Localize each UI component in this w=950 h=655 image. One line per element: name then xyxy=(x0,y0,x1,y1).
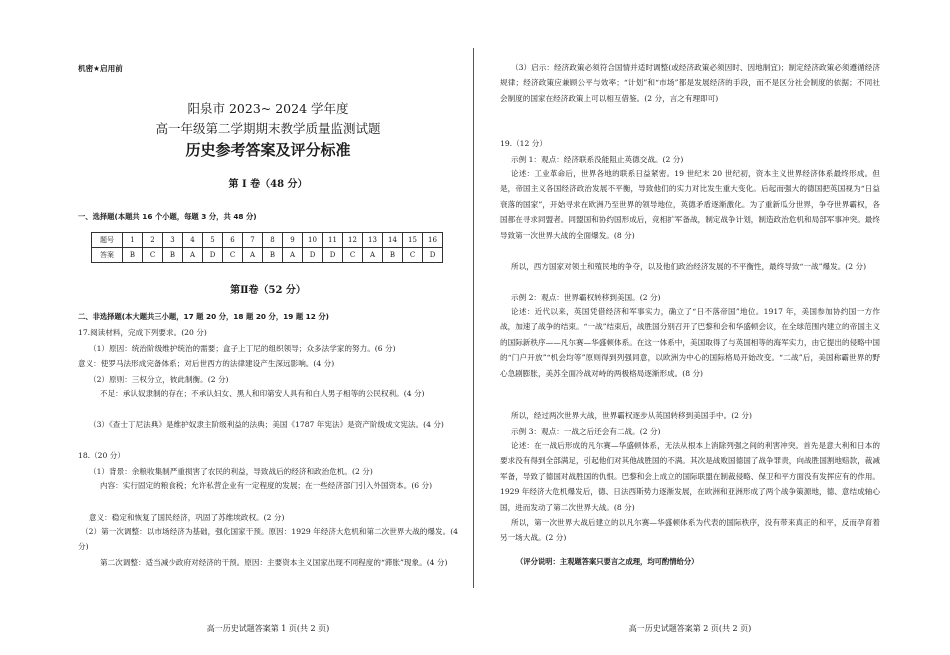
question-number-cell: 9 xyxy=(283,233,303,248)
answer-cell: C xyxy=(143,248,163,263)
question-number-cell: 5 xyxy=(203,233,223,248)
answer-table-number-row xyxy=(92,233,443,248)
answer-cell: C xyxy=(223,248,243,263)
section-2-heading: 二、非选择题(本大题共三小题，17 题 20 分，18 题 20 分，19 题 12 分) xyxy=(78,312,329,321)
q18-intro: 18.（20 分） xyxy=(78,451,125,460)
title-line-1: 阳泉市 2023~ 2024 学年度 xyxy=(187,101,349,116)
q17-intro: 17.阅读材料，完成下列要求。(20 分) xyxy=(78,328,207,337)
example-3-conclusion: 所以，第一次世界大战后建立的以凡尔赛—华盛顿体系为代表的国际秩序，没有带来真正的和平，反而孕育着另一场大战。(2 分) xyxy=(500,518,880,543)
question-number-cell: 16 xyxy=(423,233,443,248)
question-number-cell: 12 xyxy=(343,233,363,248)
q19-intro: 19.（12 分） xyxy=(500,139,547,148)
table-header-cell: 题号 xyxy=(92,233,123,248)
question-number-cell: 7 xyxy=(243,233,263,248)
question-number-cell: 11 xyxy=(323,233,343,248)
question-number-cell: 15 xyxy=(403,233,423,248)
answer-cell: C xyxy=(403,248,423,263)
example-1-title: 示例 1：观点：经济联系没能阻止英德交战。(2 分) xyxy=(511,155,684,164)
question-number-cell: 1 xyxy=(123,233,143,248)
scoring-note: （评分说明：主观题答案只要言之成理，均可酌情给分） xyxy=(516,557,699,566)
question-number-cell: 3 xyxy=(163,233,183,248)
answer-cell: D xyxy=(323,248,343,263)
q18-part-2-second: 第二次调整：适当减少政府对经济的干预。原因：主要资本主义国家出现不同程度的“滞胀”现象。(4 分) xyxy=(100,558,448,567)
q17-part-2: （2）原则：三权分立，彼此制衡。(2 分) xyxy=(89,375,229,384)
table-header-cell: 答案 xyxy=(92,248,123,263)
q17-part-1: （1）原因：统治阶级维护统治的需要；盒子上丁尼的组织领导；众多法学家的努力。(6 分) xyxy=(89,344,396,353)
example-2-conclusion: 所以，经过两次世界大战，世界霸权逐步从英国转移到美国手中。(2 分) xyxy=(511,411,752,420)
question-number-cell: 14 xyxy=(383,233,403,248)
answer-table xyxy=(91,232,443,263)
q18-part-2-first: （2）第一次调整：以市场经济为基础，强化国家干预。原因：1929 年经济大危机和第二次世界大战的爆发。(4 分) xyxy=(78,527,458,552)
answer-cell: D xyxy=(303,248,323,263)
answer-table-answer-row xyxy=(92,248,443,263)
column-divider xyxy=(473,48,474,588)
answer-cell: A xyxy=(363,248,383,263)
section-1-heading: 一、选择题(本题共 16 个小题，每题 3 分，共 48 分) xyxy=(78,212,257,221)
question-number-cell: 13 xyxy=(363,233,383,248)
part-2-heading: 第Ⅱ卷（52 分） xyxy=(230,285,306,296)
example-1-body: 论述：工业革命后，世界各地的联系日益紧密。19 世纪末 20 世纪初，资本主义世界经济体系最终形成。但是，帝国主义各国经济政治发展不平衡，导致他们的实力对比发生重大变化。后起而强大的德国把英国视为“日益衰落的国家”，开始寻求在欧洲乃至世界的领导地位，英德矛盾逐渐激化。为了重新瓜分世界，争夺世界霸权，各国都在寻求同盟者。同盟国和协约国形成后，竞相扩军备战，制定战争计划，制造政治危机和局部军事冲突。最终导致第一次世界大战的全面爆发。(8 分) xyxy=(500,169,880,240)
answer-cell: D xyxy=(423,248,443,263)
example-3-title: 示例 3：观点：一战之后还会有二战。(2 分) xyxy=(511,427,661,436)
q17-part-3: （3）《查士丁尼法典》是维护奴隶主阶级利益的法典；美国《1787 年宪法》是资产阶级成文宪法。(4 分) xyxy=(89,420,444,429)
example-2-title: 示例 2：观点：世界霸权转移到美国。(2 分) xyxy=(511,293,661,302)
question-number-cell: 6 xyxy=(223,233,243,248)
question-number-cell: 4 xyxy=(183,233,203,248)
answer-cell: C xyxy=(343,248,363,263)
q18-part-1-background: （1）背景：余粮收集制严重损害了农民的利益，导致战后的经济和政治危机。(2 分) xyxy=(89,467,373,476)
page-2-footer: 高一历史试题答案第 2 页(共 2 页) xyxy=(628,624,752,633)
part-1-heading: 第 Ⅰ 卷（48 分） xyxy=(228,179,308,190)
title-line-2: 高一年级第二学期期末教学质量监测试题 xyxy=(155,121,381,136)
question-number-cell: 2 xyxy=(143,233,163,248)
answer-cell: B xyxy=(383,248,403,263)
answer-cell: B xyxy=(123,248,143,263)
title-line-3: 历史参考答案及评分标准 xyxy=(185,141,351,159)
answer-cell: B xyxy=(263,248,283,263)
confidential-mark: 机密★启用前 xyxy=(78,64,123,73)
question-number-cell: 10 xyxy=(303,233,323,248)
example-2-body: 论述：近代以来，英国凭借经济和军事实力，确立了“日不落帝国”地位。1917 年，美国参加协约国一方作战，加速了战争的结束。“一战”结束后，战胜国分别召开了巴黎和会和华盛顿会议，在全球范围内建立的帝国主义的国际新秩序——凡尔赛—华盛顿体系。在这一体系中，美国取得了与英国相等的海军实力，由它提出的侵略中国的“门户开放”“机会均等”原则得到列强同意，以欧洲为中心的国际格局开始改变。“二战”后，美国称霸世界的野心急剧膨胀，美苏全面冷战对峙的两极格局逐渐形成。(8 分) xyxy=(500,307,880,378)
question-number-cell: 8 xyxy=(263,233,283,248)
q18-part-3: （3）启示：经济政策必须符合国情并适时调整(或经济政策必须因时、因地制宜)；制定经济政策必须遵循经济规律；经济政策应兼顾公平与效率；“计划”和“市场”都是发展经济的手段，而不是区分社会制度的依据；不同社会制度的国家在经济政策上可以相互借鉴。(2 分，言之有理即可) xyxy=(500,63,880,103)
answer-cell: A xyxy=(283,248,303,263)
q17-part-1-significance: 意义：使罗马法形成完备体系；对后世西方的法律建设产生深远影响。(4 分) xyxy=(78,359,335,368)
answer-cell: D xyxy=(203,248,223,263)
answer-cell: A xyxy=(243,248,263,263)
example-3-body: 论述：在一战后形成的凡尔赛—华盛顿体系，无法从根本上消除列强之间的利害冲突。首先是意大利和日本的要求没有得到全部满足，引起他们对其他战胜国的不满。其次是战败国德国了战争罪责，向战胜国割地赔款，裁减军备，导致了德国对战胜国的仇恨。巴黎和会上成立的国际联盟在制裁侵略、保卫和平方面没有发挥应有的作用。1929 年经济大危机爆发后，德、日法西斯势力逐渐发展，在欧洲和亚洲形成了两个战争策源地，德、意结成轴心国，进而发动了第二次世界大战。(8 分) xyxy=(500,441,880,512)
q17-part-2-shortcoming: 不足：承认奴隶制的存在；不承认妇女、黑人和印第安人具有和白人男子相等的公民权利。(4 分) xyxy=(100,389,425,398)
page-1-footer: 高一历史试题答案第 1 页(共 2 页) xyxy=(206,624,330,633)
answer-cell: B xyxy=(163,248,183,263)
answer-cell: A xyxy=(183,248,203,263)
q18-part-1-significance: 意义：稳定和恢复了国民经济，巩固了苏维埃政权。(2 分) xyxy=(89,513,285,522)
example-1-conclusion: 所以，西方国家对领土和殖民地的争夺，以及他们政治经济发展的不平衡性，最终导致“一战”爆发。(2 分) xyxy=(511,262,867,271)
q18-part-1-content: 内容：实行固定的粮食税；允许私营企业有一定程度的发展；在一些经济部门引入外国资本。(6 分) xyxy=(100,481,433,490)
